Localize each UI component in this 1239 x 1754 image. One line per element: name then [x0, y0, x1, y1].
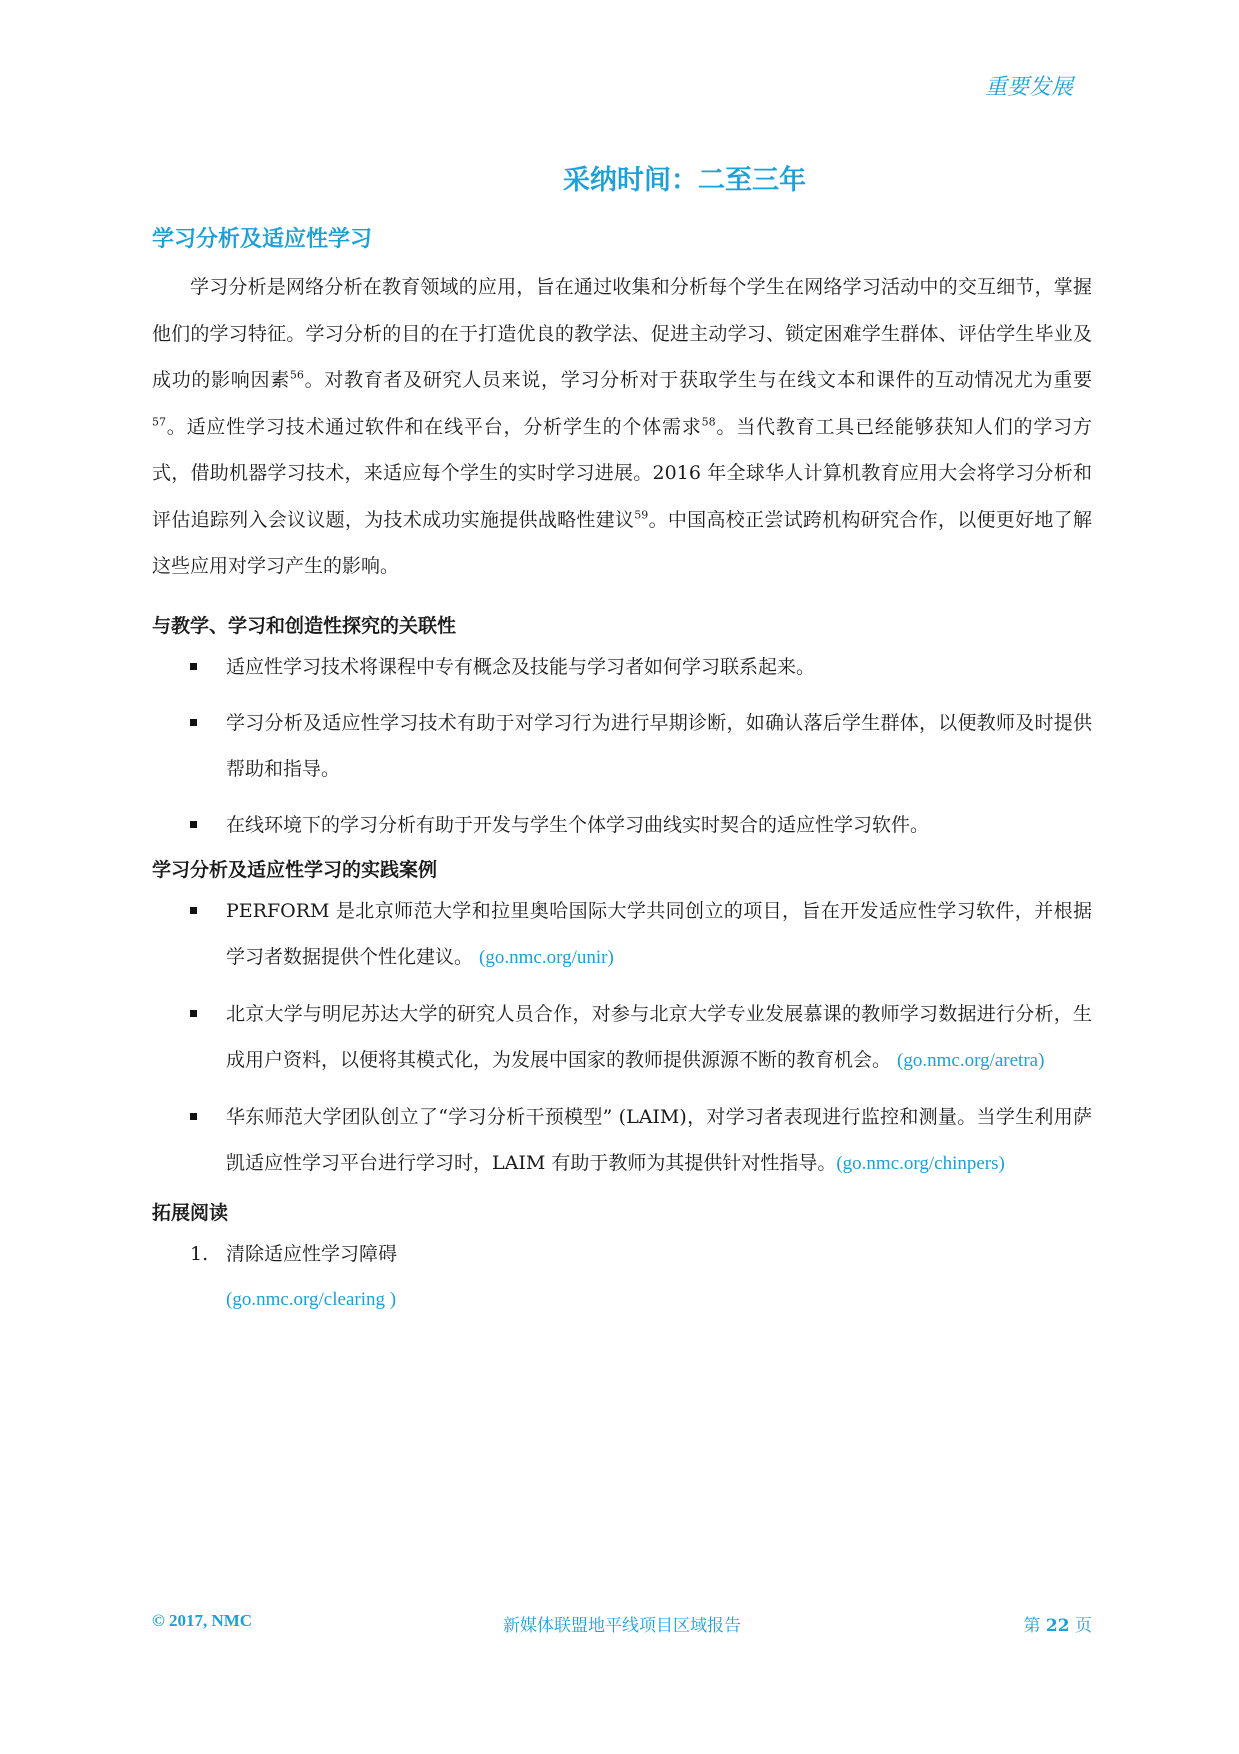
reading-link[interactable]: (go.nmc.org/clearing ) — [226, 1288, 397, 1310]
topic-paragraph — [152, 264, 1092, 590]
list-item-text: 华东师范大学团队创立了“学习分析干预模型” (LAIM)，对学习者表现进行监控和测量。当学生利用萨凯适应性学习平台进行学习时，LAIM 有助于教师为其提供针对性指导。 — [226, 1105, 1092, 1174]
topic-title: 学习分析及适应性学习 — [152, 226, 373, 252]
header-section-tag: 重要发展 — [984, 75, 1073, 100]
paragraph-text: 。对教育者及研究人员来说，学习分析对于获取学生与在线文本和课件的互动情况尤为重要 — [303, 369, 1092, 391]
paragraph-text: 。中国高校正尝试跨机构研究合作，以便更好地了解这些应用对学习产生的影响。 — [152, 508, 1092, 577]
further-reading-list — [152, 1231, 1092, 1323]
list-item-text: PERFORM 是北京师范大学和拉里奥哈国际大学共同创立的项目，旨在开发适应性学习软件，并根据学习者数据提供个性化建议。 — [226, 899, 1092, 968]
list-item — [152, 1231, 1092, 1323]
square-bullet-icon — [190, 907, 197, 914]
list-item — [152, 644, 1092, 690]
paragraph-text: 。适应性学习技术通过软件和在线平台，分析学生的个体需求 — [166, 415, 702, 438]
list-item-text: 适应性学习技术将课程中专有概念及技能与学习者如何学习联系起来。 — [226, 655, 816, 678]
list-item — [152, 700, 1092, 792]
main-content — [152, 222, 1092, 1323]
square-bullet-icon — [190, 719, 197, 726]
footnote-ref[interactable]: 58 — [701, 415, 716, 429]
list-item-text: 在线环境下的学习分析有助于开发与学生个体学习曲线实时契合的适应性学习软件。 — [226, 813, 930, 836]
paragraph-text: 。当代教育工具已经能够获知人们的学习方式，借助机器学习技术，来适应每个学生的实时学习进展。2016 年全球华人计算机教育应用大会将学习分析和评估追踪列入会议议题，为技术成功实施提供战略性建议 — [152, 415, 1092, 531]
square-bullet-icon — [190, 663, 197, 670]
footnote-ref[interactable]: 59 — [634, 508, 649, 522]
section-title: 采纳时间：二至三年 — [563, 165, 806, 196]
square-bullet-icon — [190, 1113, 197, 1120]
list-item — [152, 1094, 1092, 1187]
case-link[interactable]: (go.nmc.org/unir) — [479, 946, 614, 968]
relevance-heading: 与教学、学习和创造性探究的关联性 — [152, 614, 457, 637]
relevance-list — [152, 644, 1092, 848]
footer-copyright: © 2017, NMC — [152, 1611, 253, 1630]
case-link[interactable]: (go.nmc.org/chinpers) — [836, 1152, 1005, 1174]
cases-heading: 学习分析及适应性学习的实践案例 — [152, 858, 438, 881]
reading-title: 清除适应性学习障碍 — [226, 1242, 398, 1265]
footnote-ref[interactable]: 57 — [152, 415, 166, 429]
square-bullet-icon — [190, 821, 197, 828]
footer-report-title: 新媒体联盟地平线项目区域报告 — [503, 1616, 741, 1636]
cases-list — [152, 888, 1092, 1187]
square-bullet-icon — [190, 1010, 197, 1017]
further-reading-heading: 拓展阅读 — [152, 1201, 229, 1224]
page-prefix: 第 — [1023, 1616, 1046, 1636]
list-item-text: 北京大学与明尼苏达大学的研究人员合作，对参与北京大学专业发展慕课的教师学习数据进行分析，生成用户资料，以便将其模式化，为发展中国家的教师提供源源不断的教育机会。 — [226, 1002, 1092, 1071]
item-number: 1. — [190, 1242, 209, 1265]
list-item — [152, 991, 1092, 1084]
footnote-ref[interactable]: 56 — [289, 368, 304, 382]
list-item-text: 学习分析及适应性学习技术有助于对学习行为进行早期诊断，如确认落后学生群体，以便教师及时提供帮助和指导。 — [226, 711, 1092, 780]
list-item — [152, 802, 1092, 848]
page-number: 22 — [1045, 1616, 1070, 1636]
list-item — [152, 888, 1092, 981]
paragraph-text: 学习分析是网络分析在教育领域的应用，旨在通过收集和分析每个学生在网络学习活动中的交互细节，掌握他们的学习特征。学习分析的目的在于打造优良的教学法、促进主动学习、锁定困难学生群体、评估学生毕业及成功的影响因素 — [152, 276, 1092, 391]
page-suffix: 页 — [1069, 1616, 1092, 1636]
page-footer — [152, 1611, 1092, 1639]
footer-page-number — [1024, 1611, 1092, 1636]
case-link[interactable]: (go.nmc.org/aretra) — [897, 1049, 1045, 1071]
